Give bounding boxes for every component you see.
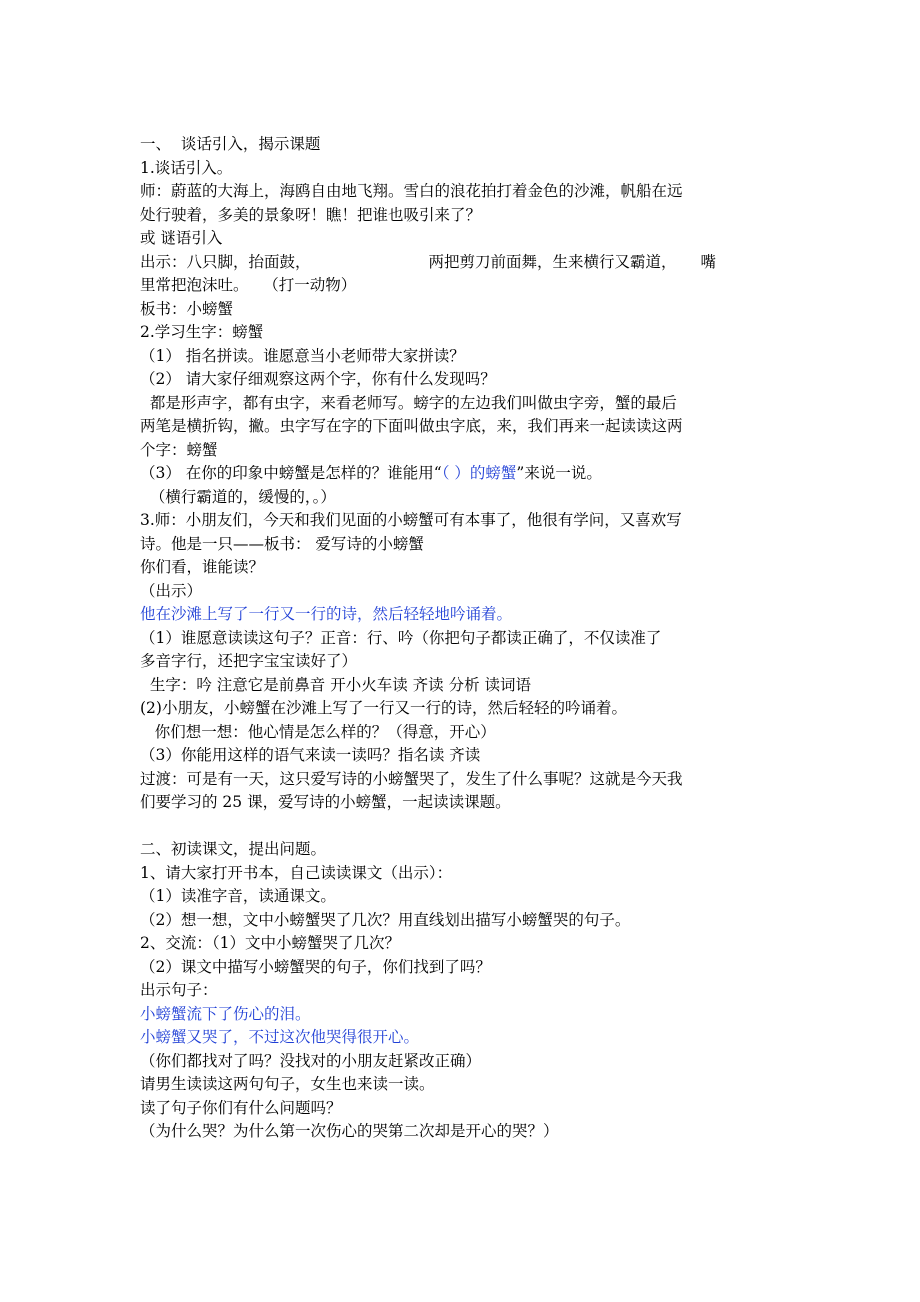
explain-line-1: 都是形声字，都有虫字，来看老师写。螃字的左边我们叫做虫字旁，蟹的最后	[140, 393, 677, 412]
question-3-answer: （横行霸道的，缓慢的，。）	[140, 487, 336, 506]
riddle-part-c: 嘴	[700, 252, 717, 271]
step-1-b: （2）想一想，文中小螃蟹哭了几次？用直线划出描写小螃蟹哭的句子。	[140, 910, 631, 929]
teacher-line-2: 处行驶着，多美的景象呀！瞧！把谁也吸引来了？	[140, 205, 482, 224]
section1-heading: 一、 谈话引入，揭示课题	[140, 135, 321, 153]
transition-line-1: 过渡：可是有一天，这只爱写诗的小螃蟹哭了，发生了什么事呢？这就是今天我	[140, 769, 683, 788]
transition-line-2: 们要学习的 25 课，爱写诗的小螃蟹，一起读读课题。	[140, 793, 511, 811]
item2-title: 2.学习生字：螃蟹	[140, 323, 264, 341]
boys-girls-read: 请男生读读这两句句子，女生也来读一读。	[140, 1075, 435, 1093]
check-note: （你们都找对了吗？没找对的小朋友赶紧改正确）	[140, 1051, 482, 1070]
explain-line-2: 两笔是横折钩，撇。虫字写在字的下面叫做虫字底，来，我们再来一起读读这两	[140, 417, 683, 435]
question-prompt: 读了句子你们有什么问题吗？	[140, 1098, 342, 1117]
item3-line-1: 3.师：小朋友们，今天和我们见面的小螃蟹可有本事了，他很有学问，又喜欢写	[140, 511, 682, 529]
teacher-line-1: 师：蔚蓝的大海上，海鸥自由地飞翔。雪白的浪花拍打着金色的沙滩，帆船在远	[140, 182, 683, 200]
step-1-a: （1）读准字音，读通课文。	[140, 887, 336, 905]
show-sentences: 出示句子：	[140, 981, 218, 999]
step-1: 1、请大家打开书本，自己读读课文（出示）：	[140, 863, 453, 882]
step-2: 2、交流：（1）文中小螃蟹哭了几次？	[140, 934, 400, 952]
question-2: （2） 请大家仔细观察这两个字，你有什么发现吗？	[140, 370, 496, 388]
riddle-line-2: 里常把泡沫吐。 （打一动物）	[140, 276, 357, 294]
question-3-part-a: （3） 在你的印象中螃蟹是怎样的？谁能用“	[140, 464, 442, 482]
highlight-sentence-1: 小螃蟹流下了伤心的泪。	[140, 1004, 311, 1023]
highlight-sentence: 他在沙滩上写了一行又一行的诗，然后轻轻地吟诵着。	[140, 605, 513, 623]
reading-1-line-2: 多音字行，还把字宝宝读好了）	[140, 652, 358, 670]
item1-title: 1.谈话引入。	[140, 158, 233, 177]
document-body	[140, 133, 790, 1144]
why-question: （为什么哭？为什么第一次伤心的哭第二次却是开心的哭？）	[140, 1122, 559, 1140]
who-can-read: 你们看，谁能读？	[140, 558, 265, 576]
reading-3: （3）你能用这样的语气来读一读吗？指名读 齐读	[140, 746, 481, 764]
item3-line-2: 诗。他是一只——板书： 爱写诗的小螃蟹	[140, 534, 424, 553]
reading-1-line-1: （1）谁愿意读读这句子？正音：行、吟（你把句子都读正确了，不仅读准了	[140, 628, 662, 647]
riddle-part-a: 出示：八只脚，抬面鼓，	[140, 252, 311, 271]
riddle-part-b: 两把剪刀前面舞，生来横行又霸道，	[428, 252, 677, 271]
question-3-part-b: ”来说一说。	[516, 464, 602, 482]
riddle-line-1	[140, 251, 790, 275]
show-label: （出示）	[140, 581, 203, 600]
board-writing: 板书：小螃蟹	[140, 299, 234, 318]
section2-heading: 二、初读课文，提出问题。	[140, 840, 327, 858]
reading-2-line-1: (2)小朋友，小螃蟹在沙滩上写了一行又一行的诗，然后轻轻的吟诵着。	[140, 699, 627, 717]
highlight-sentence-2: 小螃蟹又哭了，不过这次他哭得很开心。	[140, 1028, 420, 1046]
question-3-highlight: （ ）的螃蟹	[441, 464, 517, 482]
riddle-intro: 或 谜语引入	[140, 229, 223, 247]
step-2-b: （2）课文中描写小螃蟹哭的句子，你们找到了吗？	[140, 957, 491, 976]
question-3	[140, 462, 790, 486]
section-spacer	[140, 815, 790, 839]
explain-line-3: 个字：螃蟹	[140, 440, 218, 459]
reading-2-line-2: 你们想一想：他心情是怎么样的？（得意，开心）	[140, 722, 496, 741]
new-characters: 生字：吟 注意它是前鼻音 开小火车读 齐读 分析 读词语	[140, 675, 531, 694]
question-1: （1） 指名拼读。谁愿意当小老师带大家拼读？	[140, 346, 465, 365]
